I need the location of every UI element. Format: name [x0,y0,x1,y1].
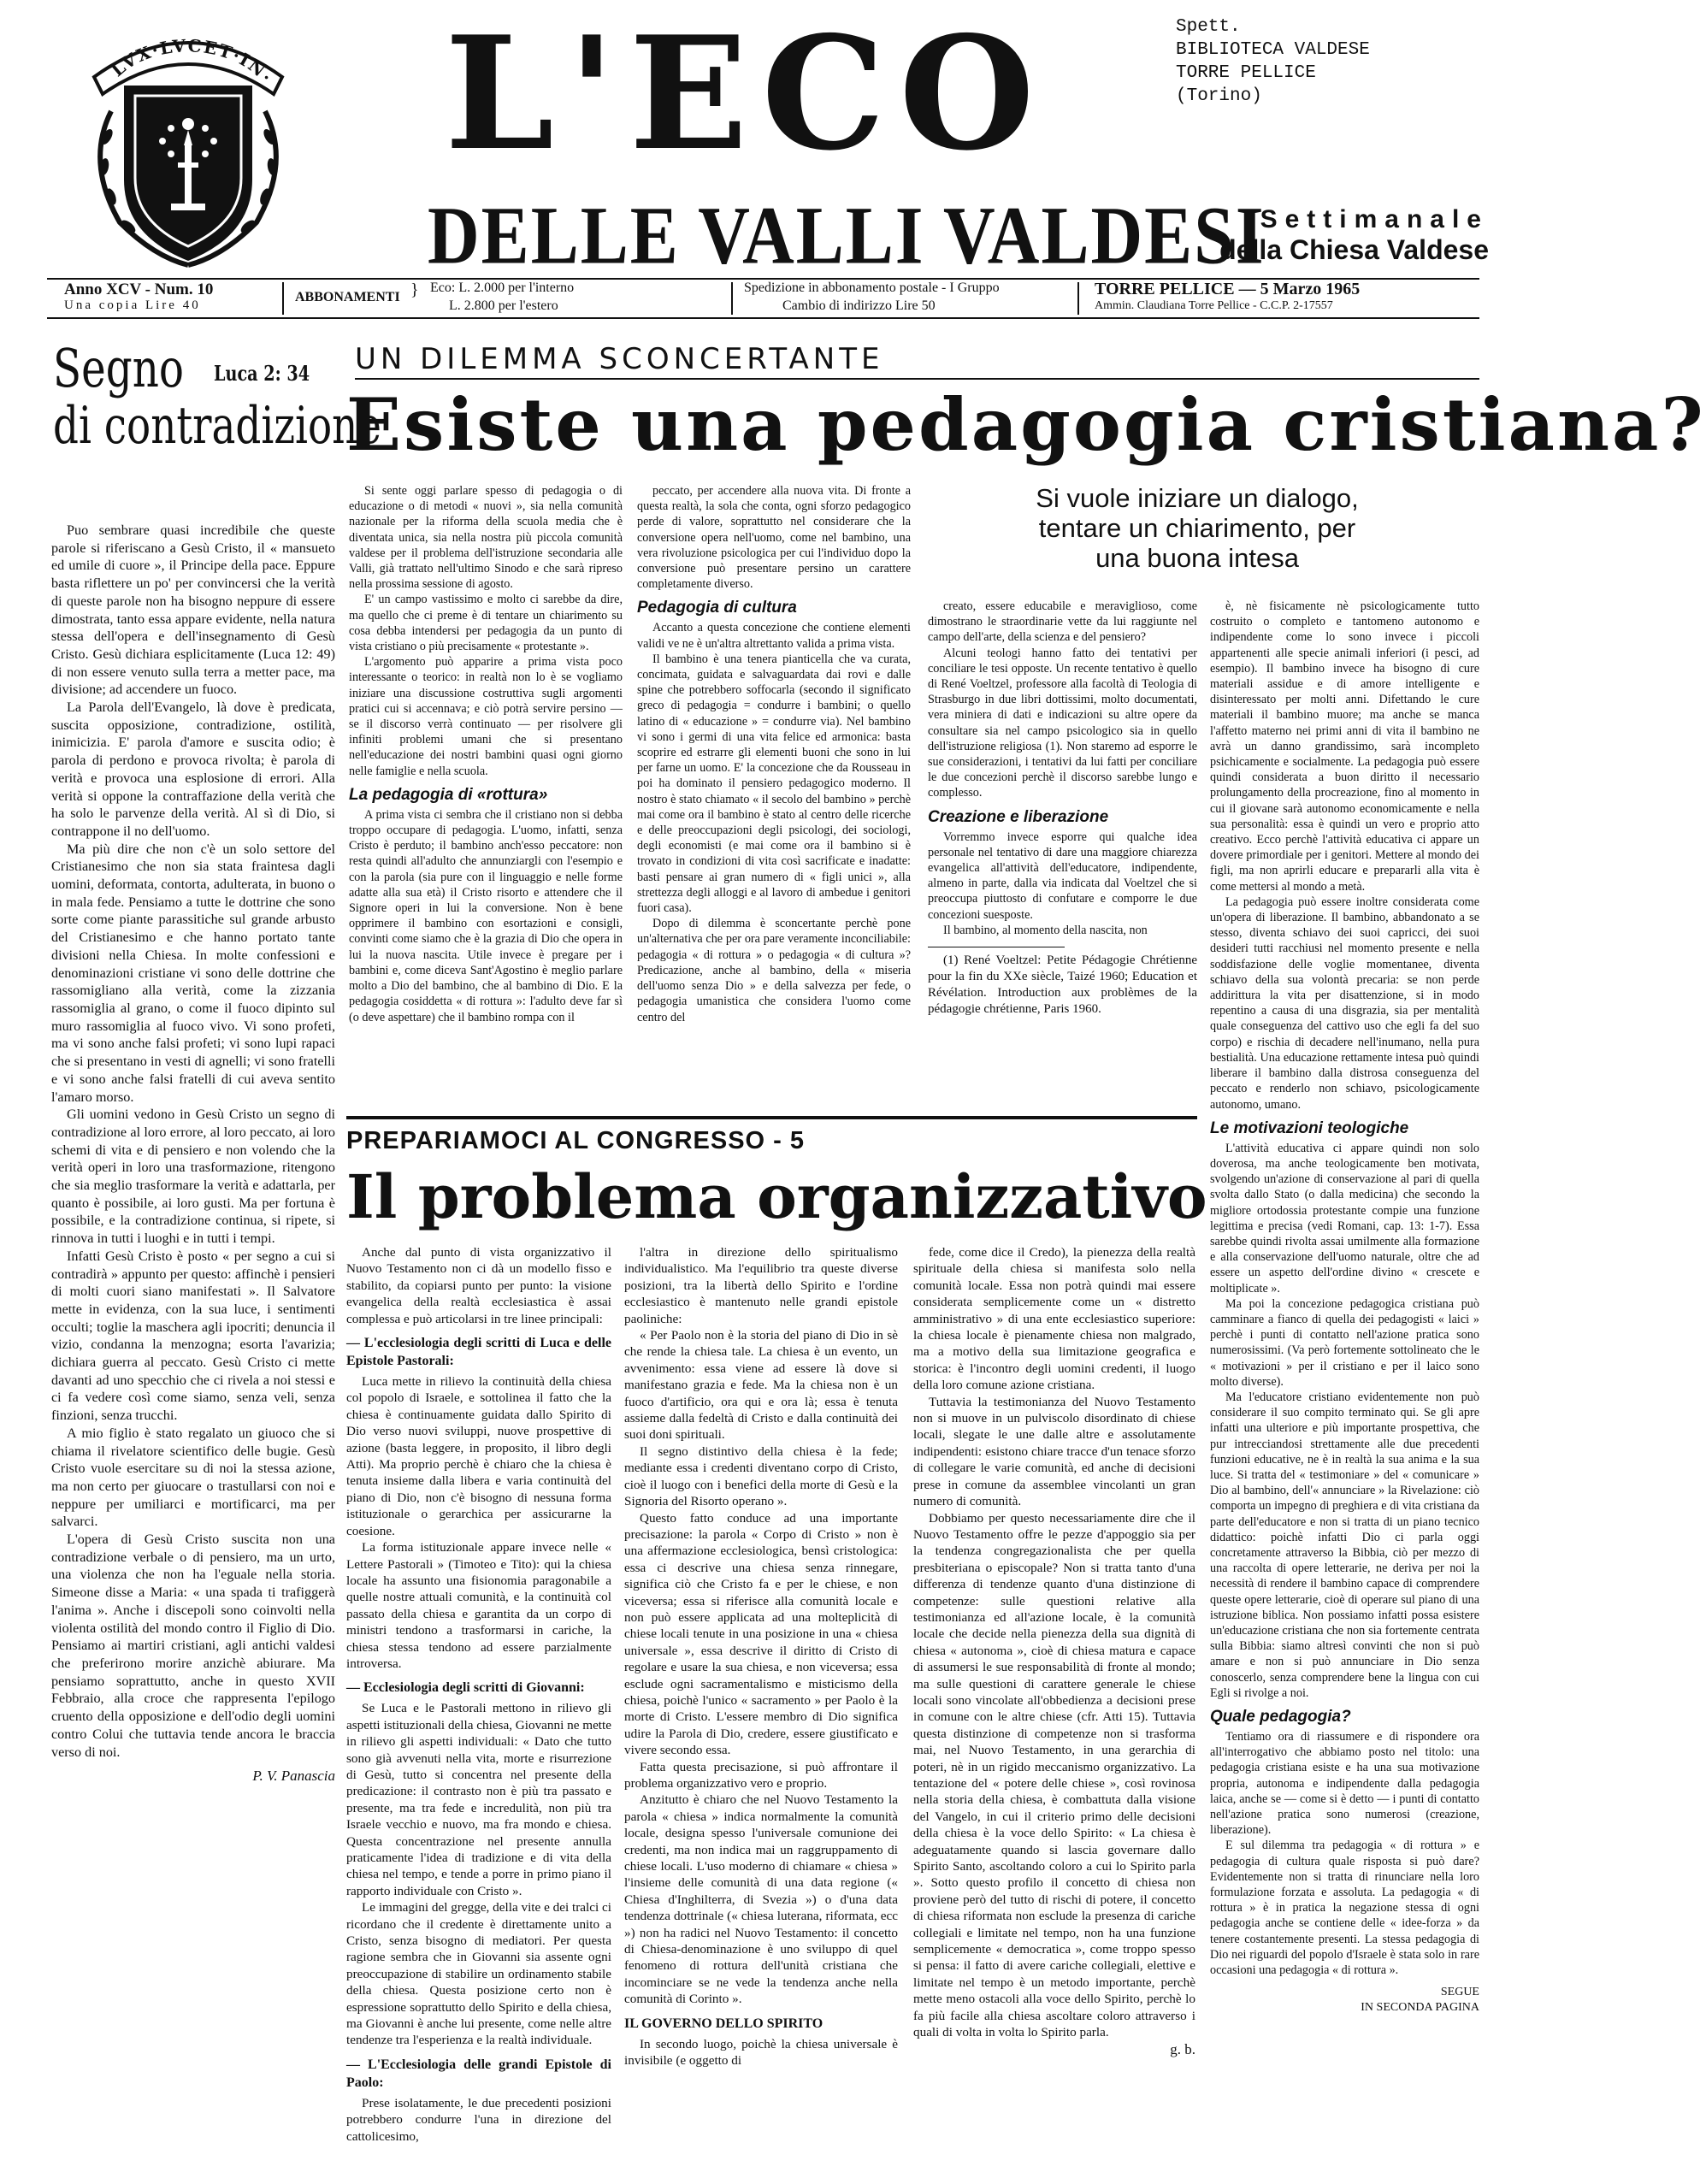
article1-col3 [928,599,1197,1018]
paragraph: Ma poi la concezione pedagogica cristiana può camminare a fianco di quella dei pedagogisti « laici » perchè i punti di contatto nell'azione pratica sono numerosissimi. (Va però fortemente sottolineato che le « motivazioni » per il cristiano e per il laico sono molto diverse). [1210,1296,1479,1389]
paragraph: A mio figlio è stato regalato un giuoco che si chiama il rivelatore scientifico delle bugie. Gesù Cristo vuole esercitare su di noi la stessa azione, ma non certo per giuocare o trastullarsi con noi e neppure per umiliarci e mortificarci, ma per salvarci. [51,1425,335,1530]
paragraph: Questo fatto conduce ad una importante precisazione: la parola « Corpo di Cristo » non è una affermazione ecclesiologica, bensì cristologica: essa ci descrive una chiesa senza rinnegare, significa ciò che Cristo fa e per le chiese, e non viceversa; essa si riferisce alla comunità locale e non può essere applicata ad una molteplicità di chiese locali tenute in una posizione in una « chiesa universale », essa descrive il diritto di Cristo di regolare e usare la sua chiesa, e non viceversa; essa esclude ogni sacramentalismo e misticismo della chiesa, poichè l'unico « sacramento » per Paolo è la morte di Cristo. L'essere membro di Dio significa udire la Parola di Dio, credere, essere giustificato e vivere secondo essa. [624,1510,898,1758]
subhead: IL GOVERNO DELLO SPIRITO [624,2016,823,2031]
subhead: Le motivazioni teologiche [1210,1119,1409,1137]
paragraph: Ma più dire che non c'è un solo settore del Cristianesimo che non sia stata fraintesa dagli uomini, deformata, contorta, adulterata, in buono o in mala fede. Pensiamo a tutte le dottrine che sono sorte come piante parassitiche sul grande arbusto del Cristianesimo e che hanno portato tante divisioni nella Chiesa. In molte confessioni e denominazioni cristiane vi sono delle dottrine che rassomigliano alla verità, come la zizzania rassomiglia al grano, o come il fuoco dipinto sul muro rassomiglia al fuoco vivo. Vi sono profeti, ma vi sono anche falsi profeti; vi sono lupi rapaci che si presentano in vesti di agnelli; vi sono fratelli e vi sono anche falsi fratelli di cui aveva sentito l'amaro morso. [51,841,335,1105]
footnote: (1) René Voeltzel: Petite Pédagogie Chrétienne pour la fin du XXe siècle, Taizé 1960; Education et Révélation. Introduction aux problèmes de la pédagogie chrétienne, Paris 1960. [928,953,1197,1017]
subhead: — Ecclesiologia degli scritti di Giovanni: [346,1680,585,1696]
subhead: Pedagogia di cultura [637,599,797,617]
article1-col1 [349,483,623,1025]
recipient-address: Spett. BIBLIOTECA VALDESE TORRE PELLICE (Torino) [1176,17,1370,106]
subscriptions-label: ABBONAMENTI [295,290,400,304]
paragraph: l'altra in direzione dello spiritualismo individualistico. Ma l'equilibrio tra queste diverse posizioni, tra la libertà dello Spirito e l'ordine ecclesiastico è mantenuto nelle grandi epistole paoliniche: [624,1245,898,1326]
paragraph: Vorremmo invece esporre qui qualche idea personale nel tentativo di dare una maggiore chiarezza evangelica all'attività dell'educatore, indipendente, almeno in parte, dalla via indicata dal Voeltzel che si preoccupa piuttosto di confutare e comporre le due concezioni suesposte. [928,829,1197,922]
paragraph: La pedagogia può essere inoltre considerata come un'opera di liberazione. Il bambino, abbandonato a se stesso, diventa schiavo dei suoi capricci, dei suoi desideri tutti racchiusi nel momento presente e nella soddisfazione delle voglie momentanee, diventa schiavo della sua volontà precaria: se non perde addirittura la vita per disattenzione, si in modo repentino a causa di una disgrazia, sia per mentalità quale conseguenza del cattivo uso che egli fa del suo corpo) e rischia di decadere nell'inumano, nella pura bestialità. Una educazione rettamente intesa può quindi liberare il bambino dalla distrosa conseguenza del peccato e renderlo non schiavo, psicologicamente autonomo, umano. [1210,894,1479,1112]
divider [282,282,284,315]
paragraph: Tentiamo ora di riassumere e di rispondere ora all'interrogativo che abbiamo posto nel titolo: una pedagogia cristiana esiste e ha una sua motivazione propria, autonoma e indipendente dalla pedagogia laica, anche se — come si è detto — i punti di contatto nell'azione pratica sono numerosi (creazione, liberazione). [1210,1730,1479,1838]
paragraph: Ma l'educatore cristiano evidentemente non può considerare il suo compito terminato qui. Se gli apre infatti una ulteriore e più importante prospettiva, che pur intrecciandosi strettamente alle due precedenti funzioni educative, ne è in realtà la sua anima e la sua luce. Si tratta del « testimoniare » del « comunicare » Dio al bambino, dell'« annunciare » la Rivelazione: ciò comporta un impegno di preghiera e di vita cristiana da parte dell'educatore e non si tratta di un piano tecnico didattico: poichè infatti Dio ci parla oggi concretamente attraverso la Bibbia, ciò per mezzo di una raccolta di opere letterarie, ne deriva per noi la necessità di rendere il bambino capace di comprendere queste opere letterarie, cioè di operare sul piano di una istruzione biblica. Non possiamo infatti possa esistere un'educazione cristiana che non sia fortemente centrata sulla Bibbia: siamo altresì convinti che non si può amare e non si può annunciare in Dio senza conoscerlo, senza comprendere bene la lingua con cui Egli si rivolge a noi. [1210,1390,1479,1700]
rate-internal: Eco: L. 2.000 per l'interno [430,280,575,295]
article1-dek: Si vuole iniziare un dialogo, tentare un chiarimento, per una buona intesa [1036,483,1359,573]
article2-kicker: PREPARIAMOCI AL CONGRESSO - 5 [346,1127,806,1154]
divider [731,282,733,315]
paragraph: Gli uomini vedono in Gesù Cristo un segno di contradizione al loro errore, al loro peccato, ai loro schemi di vita e di pensiero e non volendo che la verità operi in loro una trasformazione, ritengono che sia meglio trasformare la verità e adattarla, per quanto è possibile, ai loro gusti. Ma per fortuna è possibile, e la contradizione continua, si ripete, si rinnova in tutti i luoghi e in tutti i tempi. [51,1107,335,1247]
address-change-info: Cambio di indirizzo Lire 50 [782,298,936,313]
paragraph: Se Luca e le Pastorali mettono in rilievo gli aspetti istituzionali della chiesa, Giovanni ne mette in rilievo gli aspetti individuali: « Dato che tutto sono già avvenuti nella vita, morte e risurrezione di Gesù, tutto si concentra nel presente della predicazione: il contrasto non è più tra passato e presente, ma tra fede e incredulità, non più tra Israele vecchio e nuovo, ma fra mondo e chiesa. Questa concentrazione nel presente annulla praticamente l'idea di tradizione e di vita della chiesa nel tempo, e tende a porre in primo piano il rapporto individuale con Cristo ». [346,1701,611,1898]
paragraph: A prima vista ci sembra che il cristiano non si debba troppo occupare di pedagogia. L'uomo, infatti, senza Cristo è perduto; il bambino anch'esso peccatore: non resta quindi all'adulto che annunziargli con l'esempio e con la parola (sia pure con il linguaggio e nelle forme adatte alla sua età) il Cristo risorto e attendere che il Signore operi in lui la conversione. Non è bene opprimere il bambino con esortazioni e consigli, convinti come siamo che è la grazia di Dio che opera in lui la nuova nascita. Utile invece è pregare per i bambini e, come diceva Sant'Agostino è meglio parlare molto a Dio del bambino, che al bambino di Dio. E la pedagogia cosiddetta « di rottura »: l'adulto deve far sì (o deve aspettare) che il bambino rompa con il [349,807,623,1024]
info-bar [47,278,1479,319]
weekly-line-1: Settimanale [1260,205,1489,233]
paragraph: La Parola dell'Evangelo, là dove è predicata, suscita opposizione, contradizione, ostilità, inimicizia. E' parola d'amore e suscita odio; è parola di perdono e provoca rivolta; è parola di verità e provoca una esplosione di errori. Alla verità si oppone la contraffazione della verità che ha solo le parvenze della verità. Al sì di Dio, si contrappone il no dell'uomo. [51,699,335,839]
segno-title-1: Segno [53,337,184,399]
subhead: La pedagogia di «rottura» [349,785,548,804]
article2-col1 [346,1244,611,2145]
continue-note-1: SEGUE [1440,1986,1479,1999]
divider [1077,282,1079,315]
paragraph: Il segno distintivo della chiesa è la fede; mediante essa i credenti diventano corpo di Cristo, cioè il luogo con i benefici della morte di Gesù e la Signoria del Risorto operano ». [624,1443,898,1509]
article2-col3 [913,1244,1195,2057]
crest-emblem [60,17,316,274]
paragraph: Alcuni teologi hanno fatto dei tentativi per conciliare le tesi opposte. Un recente tentativo è quello di René Voeltzel, professore alla facoltà di Teologia di Strasburgo in due libri dottissimi, molto documentati, vera miniera di dati e indicazioni su altre opere da consultare sia nel campo psicologico sia in quello dell'istruzione religiosa (1). Non staremo ad esporre le sue considerazioni, i tentativi da lui fatti per conciliare le due concezioni perchè il discorso sarebbe lungo e complesso. [928,646,1197,800]
paragraph: In secondo luogo, poichè la chiesa universale è invisibile (e oggetto di [624,2036,898,2069]
subhead: Creazione e liberazione [928,807,1109,826]
article1-col4 [1210,599,1479,2016]
kicker-rule [355,378,1479,380]
paragraph: Le immagini del gregge, della vite e dei tralci ci ricordano che il credente è direttamente unito a Cristo, senza bisogno di mediatori. Per questa ragione sembra che in Giovanni sia assente ogni preoccupazione di stabilire un ordinamento stabile della chiesa. Questa posizione certo non è espressione soprattutto dello Spirito e della chiesa, ma Giovanni è anche lui presente, come nelle altre tendenze tra l'esperienza e la realtà individuale. [346,1900,611,2048]
segno-title-2: di contradizione [53,396,381,456]
paragraph: La forma istituzionale appare invece nelle « Lettere Pastorali » (Timoteo e Tito): qui la chiesa locale ha assunto una fisionomia paragonabile a quelle nostre attuali comunità, e la continuità col passato della chiesa e garantita da un corpo di ministri tendono a trasformarsi in cariche, la chiesa stessa tendono ad essere parzialmente introversa. [346,1540,611,1671]
paragraph: è, nè fisicamente nè psicologicamente tutto costruito o completo e tantomeno autonomo e indipendente come lo sono invece i piccoli appartenenti alle specie animali inferiori (i pesci, ad esempio). Il bambino invece ha bisogno di cure materiali assidue e di amore intelligente e disinteressato per molti anni. Difettando le cure materiali il bambino muore; ma anche se manca l'affetto materno nei primi anni di vita il bambino ne avrà un danno grandissimo, sarà incompleto psichicamente e socialmente. La pedagogia può essere quindi considerata a buon diritto il necessario prolungamento della procreazione, fino al momento in cui il giovane sarà autonomo economicamente e nella sua personalità: essa è quindi un vero e proprio atto creativo. Ecco perchè l'attività educativa ci appare un dovere primordiale per i genitori. Mettere al mondo dei figli, ma non aprirli educare e prepararli alla vita è come mettersi al mondo a metà. [1210,599,1479,894]
paragraph: Prese isolatamente, le due precedenti posizioni potrebbero condurre l'una in direzione del cattolicesimo, [346,2095,611,2144]
masthead-title: L'ECO [445,2,1048,185]
paragraph: E' un campo vastissimo e molto ci sarebbe da dire, ma quello che ci preme è di tentare un chiarimento su cosa debba intendersi per pedagogia da un punto di vista cristiano o più precisamente « protestante ». [349,593,623,654]
paragraph: creato, essere educabile e meraviglioso, come dimostrano le straordinarie vette da lui raggiunte nel campo dell'arte, della scienza e del pensiero? [928,599,1197,645]
article2-headline: Il problema organizzativo [346,1161,1207,1232]
paragraph: Il bambino è una tenera pianticella che va curata, concimata, guidata e salvaguardata dai rovi e dalle spine che potrebbero soffocarla (secondo il significato greco di pedagogia = condurre i bambini; o quello latino di « educazione » = condurre via). Nel bambino vi sono i germi di una vita felice ed armonica: basta scoprire ed estrarre gli elementi buoni che sono in lui per farne un uomo. E' la concezione che da Rousseau in poi ha dominato il pensiero pedagogico moderno. Il nostro è stato chiamato « il secolo del bambino » perchè mai come ora il bambino è stato al centro delle ricerche e delle preoccupazioni degli psicologi, dei sociologi, degli economisti (e mai come ora il bambino si è trovato in condizioni di vita così sacrificate e inadatte: basti pensare ai gran numero di « figli unici », alla strettezza degli alloggi e al lavoro di ambedue i genitori fuori casa). [637,652,911,916]
issue-price: Una copia Lire 40 [64,298,201,312]
paragraph: Il bambino, al momento della nascita, non [943,923,1148,937]
segno-body [51,522,335,1786]
weekly-line-2: della Chiesa Valdese [1219,234,1489,265]
postal-info: Spedizione in abbonamento postale - I Gruppo [744,280,1000,295]
place-date: TORRE PELLICE — 5 Marzo 1965 [1095,280,1361,298]
paragraph: Dobbiamo per questo necessariamente dire che il Nuovo Testamento offre le pezze d'appoggio sia per la tendenza congregazionalista che per quella presbiteriana o episcopale? Non si tratta tanto d'una differenza di tendenze quanto d'una distinzione di competenze: sulle questioni relative alla testimonianza ed all'azione locale, è la comunità locale che decide nella pienezza della sua dignità di chiesa « autonoma », cioè di chiesa matura e capace di assumersi le sue responsabilità di fronte al mondo; ma sulle questioni di carattere generale le chiese locali sono vincolate all'obbedienza a decisioni prese in comune con le altre chiese (cfr. Atti 15). Tuttavia questa distinzione di competenze non si trasforma mai, nel Nuovo Testamento, in una gerarchia di poteri, nè in un rigido meccanismo organizzativo. La tentazione del « potere delle chiese », così rovinosa nella storia della chiesa, è combattuta dalla visione del Vangelo, in cui il criterio primo delle decisioni della chiesa è la voce dello Spirito: « La chiesa è adeguatamente quando si lascia governare dallo Spirito Santo, ascoltando coloro a cui lo Spirito parla ». Sotto questo profilo il concetto di chiesa non proviene però del tutto di rischi di potere, il concetto di chiesa riformata non esclude la presenza di cariche collegiali e limitate nel tempo, non ha una funzione semplicemente « democratica », come troppo spesso si pensa: il fatto di avere cariche collegiali, elettive e limitate nel tempo è un metodo importante, perchè mette meno ostacoli alla voce dello Spirito, perchè lo fa più facile alla chiesa ascoltare coloro attraverso i quali di volta in volta lo Spirito parla. [913,1510,1195,2040]
paragraph: Luca mette in rilievo la continuità della chiesa col popolo di Israele, e sottolinea il fatto che la chiesa è continuamente guidata dallo Spirito di Dio verso nuovi sviluppi, nuove prospettive di azione (basta leggere, in proposito, il libro degli Atti). Ma proprio perchè è chiaro che la chiesa è tenuta insieme dalla libera e varia continuità del piano di Dio, non c'è bisogno di nessuna forma istituzionale o gerarchica per assicurarne la coesione. [346,1374,611,1538]
paragraph: fede, come dice il Credo), la pienezza della realtà spirituale della chiesa si manifesta solo nella comunità locale. Essa non potrà quindi mai essere considerata semplicemente come un « distretto amministrativo » di una ente ecclesiastico superiore: la chiesa locale è pienamente chiesa non malgrado, ma a motivo della sua limitazione geografica e storica: è l'incontro degli uomini credenti, il luogo della loro comune azione cristiana. [913,1245,1195,1393]
article1-headline: Esiste una pedagogia cristiana? [346,382,1706,467]
continue-note-2: IN SECONDA PAGINA [1361,2001,1479,2015]
issue-number: Anno XCV - Num. 10 [64,280,214,298]
weekly-label [1219,205,1489,266]
paragraph: Fatta questa precisazione, si può affrontare il problema organizzativo vero e proprio. [624,1759,898,1791]
paragraph: Infatti Gesù Cristo è posto « per segno a cui si contradirà » appunto per questo: affinchè i pensieri di molti cuori siano manifestati ». Il Salvatore mette in evidenza, con la sua luce, i sentimenti occulti; toglie la maschera agli ipocriti; denuncia il vizio, condanna la menzogna; esorta l'avarizia; dichiara guerra al peccato. Gesù Cristo ci mette davanti ad uno specchio che ci rivela a noi stessi e ci fa vedere così come siamo, senza veli, senza finzioni, senza trucchi. [51,1248,335,1424]
masthead-subtitle: DELLE VALLI VALDESI [428,190,1266,282]
section-rule [346,1116,1197,1119]
paragraph: Puo sembrare quasi incredibile che queste parole si riferiscano a Gesù Cristo, il « mansueto ed umile di cuore », il Principe della pace. Eppure basta riflettere un po' per convincersi che la verità di queste parole non ha bisogno neppure di essere dimostrata, tanto essa appare evidente, nella natura stessa dell'opera e dell'insegnamento di Gesù Cristo. Gesù dichiara esplicitamente (Luca 12: 49) di non essere venuto sulla terra a metter pace, ma divisione; ad accendere un fuoco. [51,522,335,698]
paragraph: L'argomento può apparire a prima vista poco interessante o teorico: in realtà non lo è se vogliamo iniziare una discussione costruttiva sugli argomenti pratici cui si accennava; e ciò potrà servire persino — se il discorso verrà continuato — per risolvere gli infiniti problemi umani che si presentano nell'educazione dei nostri bambini quasi ogni giorno nelle famiglie e nella scuola. [349,655,623,778]
paragraph: Anzitutto è chiaro che nel Nuovo Testamento la parola « chiesa » indica normalmente la comunità locale, designa spesso l'universale comunione dei credenti, ma non indica mai un raggruppamento di chiese locali. L'uso moderno di chiamare « chiesa » l'insieme delle comunità di una data regione (« Chiesa d'Inghilterra, di Svezia ») o d'una data tendenza dottrinale (« chiesa luterana, riformata, ecc ») non ha radici nel Nuovo Testamento: il concetto di Chiesa-denominazione è uno sviluppo di quel fenomeno di rottura dell'unità cristiana che incominciare se ne vede la tendenza anche nella comunità di Corinto ». [624,1792,898,2007]
article1-kicker: UN DILEMMA SCONCERTANTE [355,342,884,376]
subhead: — L'Ecclesiologia delle grandi Epistole di Paolo: [346,2057,611,2090]
paragraph: Si sente oggi parlare spesso di pedagogia o di educazione o di metodi « nuovi », sia nella comunità nazionale per la riforma della scuola media che è diventata unica, sia nella nostra più piccola comunità valdese per il problema dell'istruzione secondaria alle Valli, già trattato nell'ultimo Sinodo e che sarà ripreso nella prossima sessione di agosto. [349,484,623,592]
article2-signature: g. b. [1170,2040,1195,2057]
brace-icon: } [410,280,419,299]
paragraph: peccato, per accendere alla nuova vita. Di fronte a questa realtà, la sola che conta, ogni sforzo pedagogico perde di valore, soprattutto nel considerare che la conversione opera nell'uomo, come nel bambino, una vera rivoluzione psicologica per cui l'individuo dopo la conversione può presentare persino un carattere completamente diverso. [637,484,911,592]
segno-header [53,337,381,456]
article1-col2 [637,483,911,1025]
segno-bible-ref: Luca 2: 34 [214,361,310,386]
paragraph: L'attività educativa ci appare quindi non solo doverosa, ma anche teologicamente ben motivata, svolgendo un'azione di conservazione al pari di quella svolta dallo Stato (o dalla medicina) che secondo la migliore ortodossia protestante compie una funzione legittima e precisa (vedi Romani, cap. 13: 1-7). Essa sarebbe quindi rivolta assai umilmente alla formazione e alla conservazione dell'uomo naturale, oltre che ad essere un aspetto dell'ordine divino « crescete e moltiplicate ». [1210,1141,1479,1296]
paragraph: Accanto a questa concezione che contiene elementi validi ve ne è un'altra altrettanto valida a prima vista. [637,621,911,651]
rate-foreign: L. 2.800 per l'estero [449,298,558,313]
subhead: Quale pedagogia? [1210,1708,1351,1727]
article2-col2 [624,1244,898,2069]
admin-info: Ammin. Claudiana Torre Pellice - C.C.P. 2-17557 [1095,299,1333,312]
paragraph: Anche dal punto di vista organizzativo il Nuovo Testamento non ci dà un modello fisso e stabilito, da copiarsi punto per punto: la visione evangelica della realtà ecclesiastica è assai complessa e può articolarsi in tre linee principali: [346,1245,611,1326]
paragraph: E sul dilemma tra pedagogia « di rottura » e pedagogia di cultura quale risposta si può dare? Evidentemente non si tratta di rinunciare nella loro formulazione forzata e assoluta. La pedagogia « di rottura » è in pratica la negazione stessa di ogni pedagogia anche se contiene delle « idee-forza » da tenere costantemente presenti. La stessa pedagogia di Dio nei riguardi del popolo d'Israele è stata solo in rare occasioni una pedagogia « di rottura ». [1210,1839,1479,1978]
subhead: — L'ecclesiologia degli scritti di Luca e delle Epistole Pastorali: [346,1336,611,1369]
crest-motto: LVX·LVCET·IN· [107,35,278,88]
paragraph: « Per Paolo non è la storia del piano di Dio in sè che rende la chiesa tale. La chiesa è un evento, un avvenimento: essa viene ad essere là dove si manifestano grazia e fede. Ma la chiesa non è un fuoco d'artificio, ora qui e ora là; essa è tenuta assieme dalla fedeltà di Cristo e dalla continuità dei suoi doni spirituali. [624,1328,898,1443]
segno-signature: P. V. Panascia [252,1768,335,1785]
paragraph: Tuttavia la testimonianza del Nuovo Testamento non si muove in un pulviscolo disordinato di chiese locali, slegate le une dalle altre e assolutamente indipendenti: esistono chiare tracce d'un tenace sforzo di collegare le varie comunità, ed anche di decisioni prese in comune da assemblee vincolanti un gran numero di comunità. [913,1394,1195,1509]
paragraph: Dopo di dilemma è sconcertante perchè pone un'alternativa che per ora pare veramente inconciliabile: pedagogia « di rottura » o pedagogia « di cultura »? Predicazione, anche al bambino, della « miseria dell'uomo senza Dio » e della salvezza per fede, o pedagogia umanistica che considera l'uomo come centro del [637,917,911,1024]
paragraph: L'opera di Gesù Cristo suscita non una contradizione verbale o di pensiero, ma un urto, una violenza che non ha l'eguale nella storia. Simeone disse a Maria: « una spada ti trafiggerà l'anima ». Anche i discepoli sono coinvolti nella violenta ostilità del mondo contro il Figlio di Dio. Pensiamo ai martiri cristiani, agli antichi valdesi che preferirono morire anzichè abiurare. Ma pensiamo soprattutto, anche in questo XVII Febbraio, alla croce che rappresenta l'epilogo cruento della opposizione e dell'odio degli uomini contro Colui che tuttavia tende ancora le braccia verso di noi. [51,1532,335,1760]
